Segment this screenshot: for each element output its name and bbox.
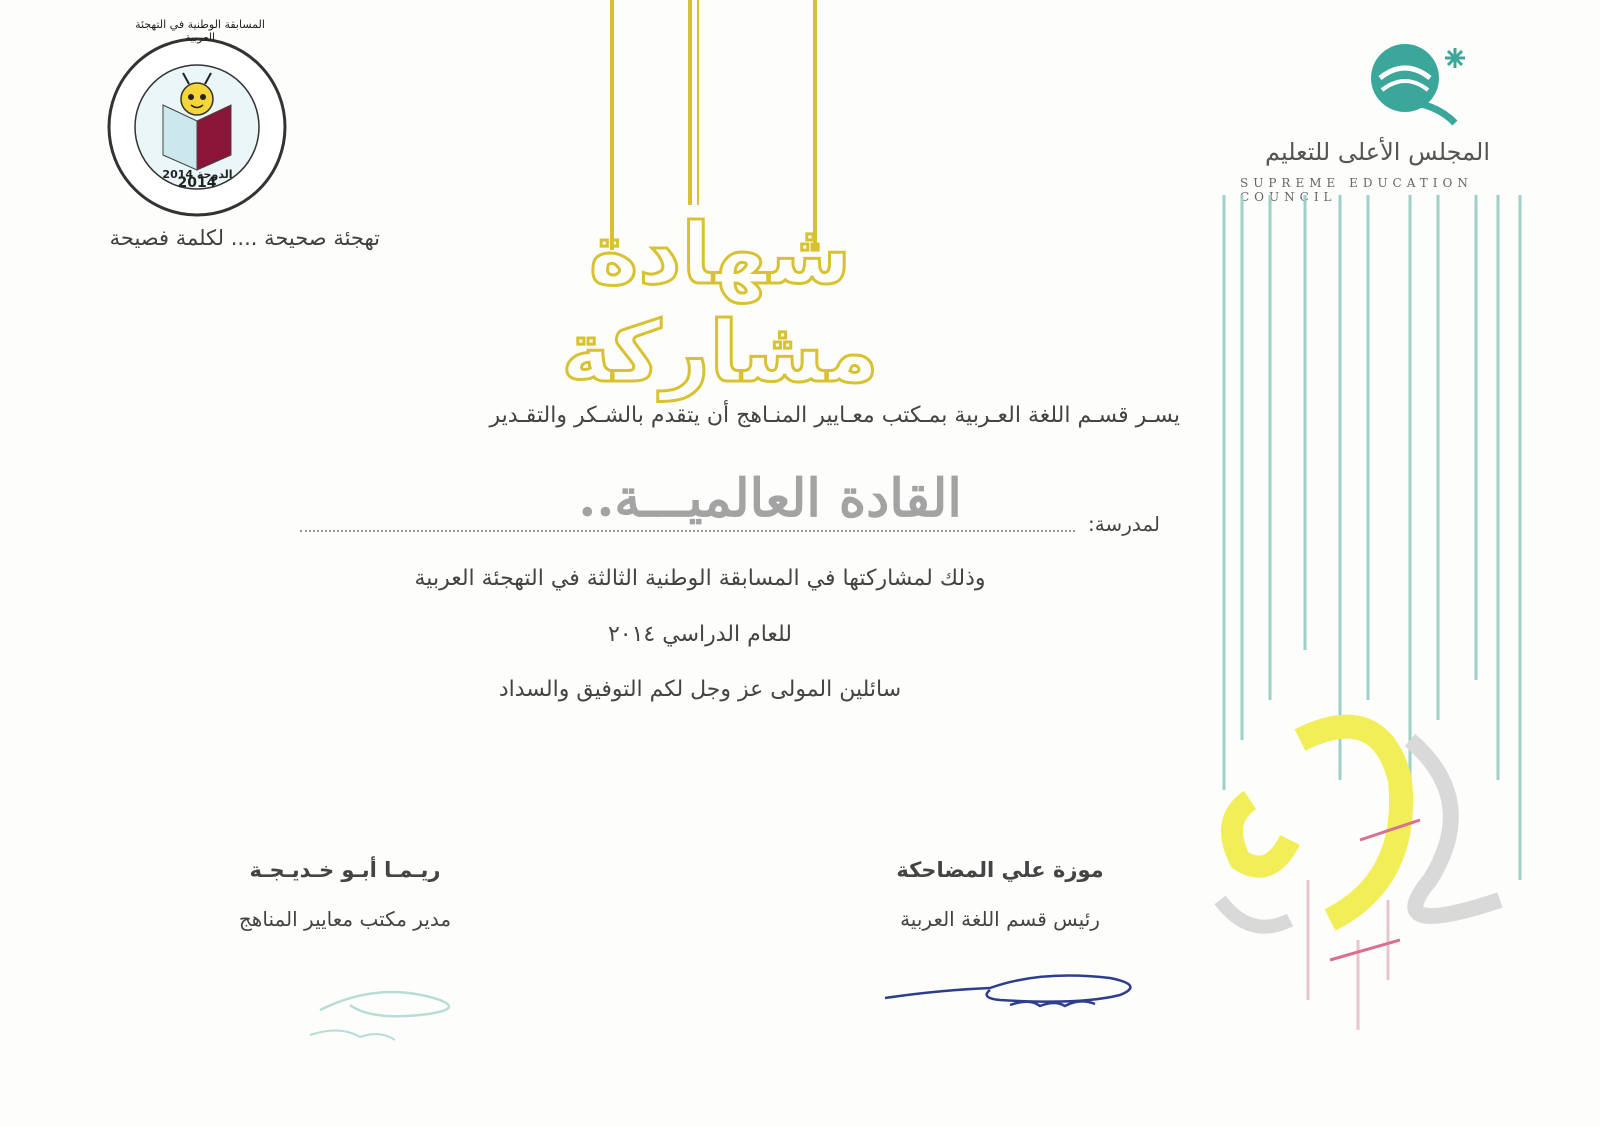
competition-slogan: تهجئة صحيحة .... لكلمة فصيحة	[109, 226, 380, 250]
signature-1	[880, 960, 1150, 1020]
decorative-calligraphy-stripes	[1180, 180, 1560, 1060]
school-name-dotted-line	[300, 530, 1075, 532]
signature-2	[300, 975, 470, 1045]
svg-text:2014: 2014	[177, 175, 217, 191]
school-name-stamp: القادة العالميـــة..	[578, 468, 962, 529]
certificate-intro-line: يسـر قسـم اللغة العـربية بمـكتب معـايير المنـاهج أن يتقدم بالشـكر والتقـدير	[489, 403, 1180, 428]
school-label: لمدرسة:	[1087, 512, 1160, 536]
council-name-english: SUPREME EDUCATION COUNCIL	[1240, 176, 1473, 204]
seal-ring-text: المسابقة الوطنية في التهجئة العربية	[135, 18, 265, 44]
academic-year-line: للعام الدراسي ٢٠١٤	[607, 622, 793, 647]
closing-wish-line: سائلين المولى عز وجل لكم التوفيق والسداد	[498, 677, 902, 702]
signatory-1-role: رئيس قسم اللغة العربية	[900, 907, 1100, 931]
certificate-title: شهادة مشاركة	[561, 205, 879, 401]
supreme-education-council-logo	[1360, 38, 1490, 138]
participation-line: وذلك لمشاركتها في المسابقة الوطنية الثالثة في التهجئة العربية	[414, 566, 986, 591]
competition-seal-logo	[105, 35, 290, 220]
signatory-2-role: مدير مكتب معايير المناهج	[238, 907, 452, 931]
council-name-arabic: المجلس الأعلى للتعليم	[1264, 138, 1490, 166]
signatory-1-name: موزة علي المضاحكة	[896, 858, 1104, 882]
seal-city-year: الدوحة 2014	[162, 168, 233, 181]
signatory-2-name: ريـمـا أبـو خـديـجـة	[249, 858, 441, 882]
